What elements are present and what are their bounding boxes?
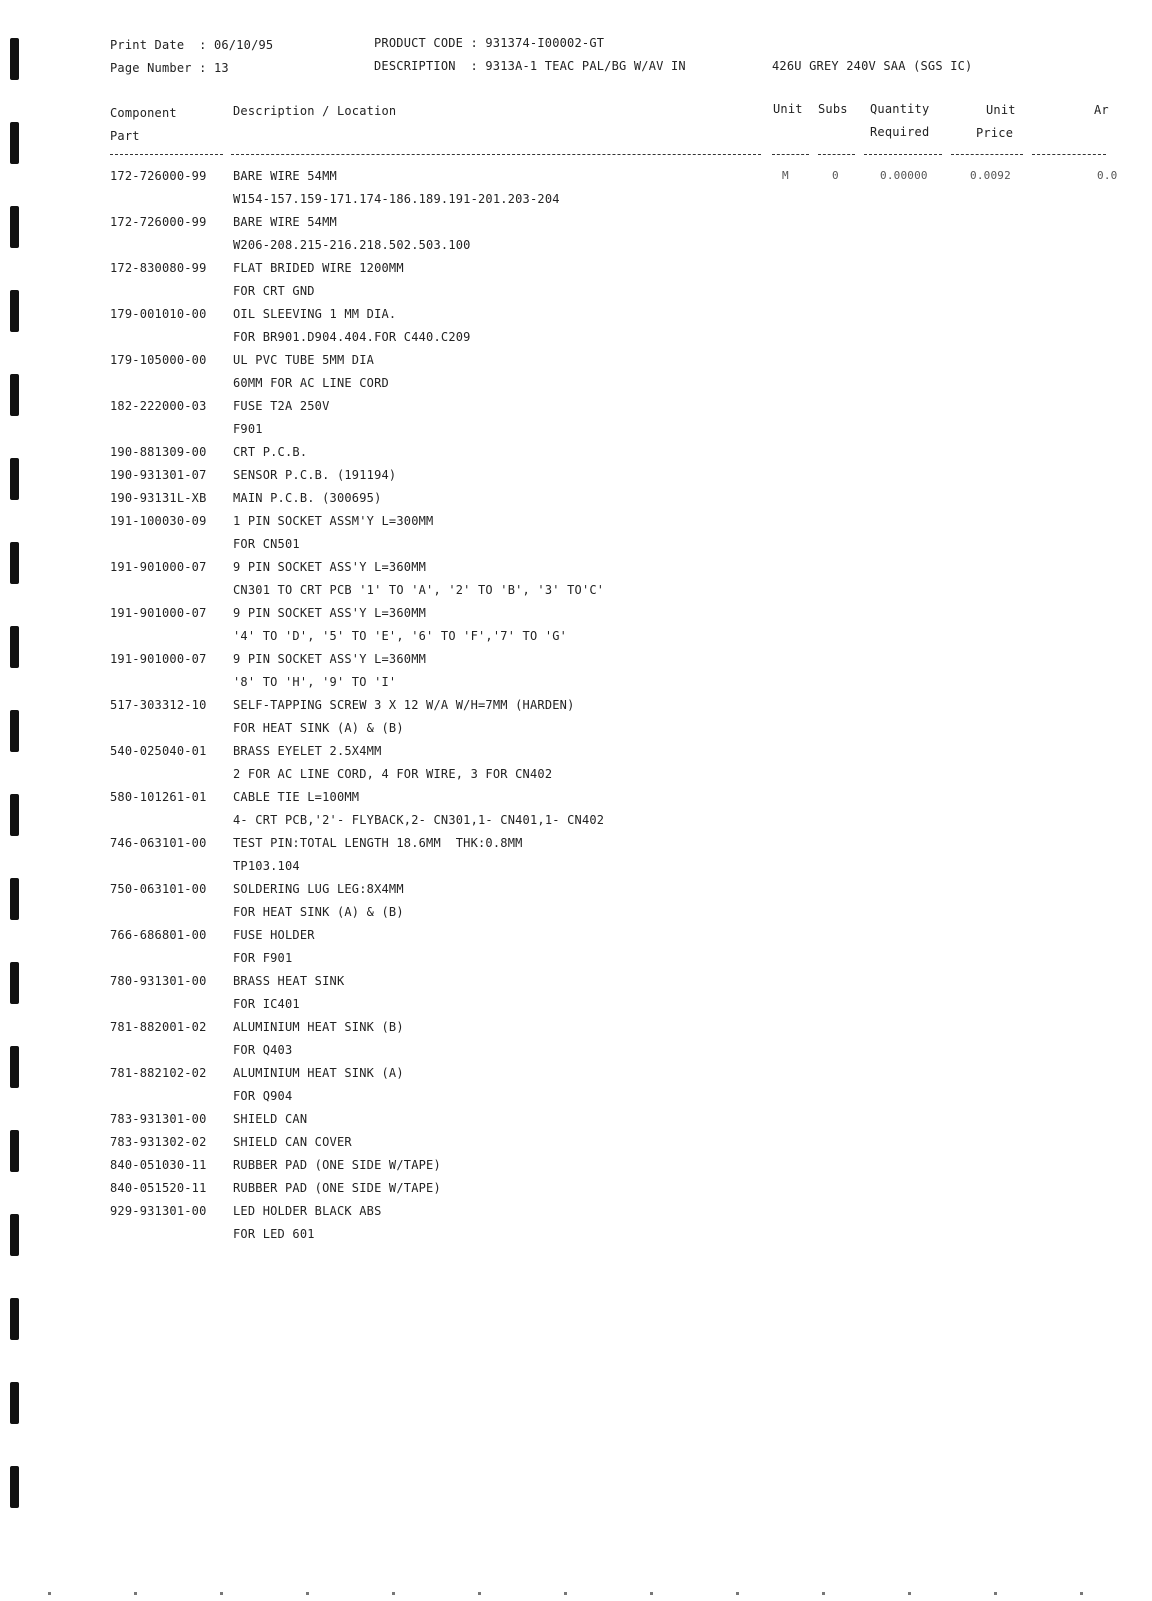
description-location: FOR Q403 [233, 1043, 293, 1057]
unit-price-cell: 0.0092 [970, 169, 1011, 182]
table-row [110, 510, 1150, 533]
component-part-number: 783-931301-00 [110, 1112, 207, 1126]
table-row [110, 694, 1150, 717]
description-location: CRT P.C.B. [233, 445, 308, 459]
separator-part [110, 154, 223, 156]
description-location: FOR HEAT SINK (A) & (B) [233, 905, 404, 919]
column-header-unit-price: Unit [986, 103, 1016, 117]
component-part-number: 750-063101-00 [110, 882, 207, 896]
description-location: BRASS HEAT SINK [233, 974, 345, 988]
description-location: FOR IC401 [233, 997, 300, 1011]
description-location: UL PVC TUBE 5MM DIA [233, 353, 375, 367]
component-part-number: 172-726000-99 [110, 169, 207, 183]
perforation-dot [220, 1592, 223, 1595]
description-location: 9 PIN SOCKET ASS'Y L=360MM [233, 560, 427, 574]
description-location: BARE WIRE 54MM [233, 169, 337, 183]
parts-list [110, 165, 1150, 1246]
description-location: FOR F901 [233, 951, 293, 965]
component-part-number: 172-830080-99 [110, 261, 207, 275]
table-row [110, 1108, 1150, 1131]
description-location: SELF-TAPPING SCREW 3 X 12 W/A W/H=7MM (HARDEN) [233, 698, 575, 712]
component-part-number: 766-686801-00 [110, 928, 207, 942]
table-row [110, 901, 1150, 924]
description-location: '4' TO 'D', '5' TO 'E', '6' TO 'F','7' TO 'G' [233, 629, 568, 643]
table-row [110, 809, 1150, 832]
description-location: FOR CN501 [233, 537, 300, 551]
table-row [110, 1154, 1150, 1177]
table-row [110, 970, 1150, 993]
description-extension: 426U GREY 240V SAA (SGS IC) [772, 59, 973, 73]
table-row [110, 441, 1150, 464]
product-code: 931374-I00002-GT [485, 36, 605, 50]
table-row [110, 1085, 1150, 1108]
table-row [110, 924, 1150, 947]
table-row [110, 602, 1150, 625]
column-header-subs: Subs [818, 102, 848, 116]
table-row [110, 855, 1150, 878]
page-number-line [110, 61, 229, 75]
punch-mark [10, 374, 19, 416]
table-row [110, 395, 1150, 418]
column-header-unit: Unit [773, 102, 803, 116]
table-row [110, 832, 1150, 855]
perforation-dot [478, 1592, 481, 1595]
punch-mark [10, 1214, 19, 1256]
table-row [110, 625, 1150, 648]
punch-mark [10, 710, 19, 752]
column-header-price: Price [976, 126, 1014, 140]
description-location: 1 PIN SOCKET ASSM'Y L=300MM [233, 514, 434, 528]
perforation-dot [736, 1592, 739, 1595]
component-part-number: 190-931301-07 [110, 468, 207, 482]
perforation-dot [392, 1592, 395, 1595]
component-part-number: 540-025040-01 [110, 744, 207, 758]
page-number: 13 [213, 61, 229, 75]
description-location: FUSE HOLDER [233, 928, 315, 942]
column-header-description: Description / Location [233, 104, 397, 118]
punch-mark [10, 206, 19, 248]
component-part-number: 191-901000-07 [110, 560, 207, 574]
separator-description [231, 154, 761, 156]
component-part-number: 517-303312-10 [110, 698, 207, 712]
description-label: DESCRIPTION : [374, 59, 486, 73]
separator-amount [1032, 154, 1106, 156]
description-location: FOR CRT GND [233, 284, 315, 298]
table-row [110, 1062, 1150, 1085]
punch-mark [10, 542, 19, 584]
table-row [110, 533, 1150, 556]
table-row [110, 487, 1150, 510]
component-part-number: 191-901000-07 [110, 652, 207, 666]
description-location: 9 PIN SOCKET ASS'Y L=360MM [233, 606, 427, 620]
perforation-dot [822, 1592, 825, 1595]
punch-mark [10, 290, 19, 332]
column-header-quantity: Quantity [870, 102, 930, 116]
table-row [110, 326, 1150, 349]
table-row [110, 556, 1150, 579]
subs-cell: 0 [832, 169, 839, 182]
description-location: W206-208.215-216.218.502.503.100 [233, 238, 471, 252]
component-part-number: 172-726000-99 [110, 215, 207, 229]
description-location: RUBBER PAD (ONE SIDE W/TAPE) [233, 1158, 441, 1172]
column-header-required: Required [870, 125, 930, 139]
description-value: 9313A-1 TEAC PAL/BG W/AV IN [485, 59, 686, 73]
print-date-line [110, 38, 273, 52]
table-row [110, 878, 1150, 901]
description-location: BARE WIRE 54MM [233, 215, 337, 229]
description-location: RUBBER PAD (ONE SIDE W/TAPE) [233, 1181, 441, 1195]
table-row [110, 763, 1150, 786]
table-row [110, 188, 1150, 211]
description-location: FLAT BRIDED WIRE 1200MM [233, 261, 404, 275]
description-location: ALUMINIUM HEAT SINK (B) [233, 1020, 404, 1034]
punch-mark [10, 962, 19, 1004]
perforation-dot [134, 1592, 137, 1595]
description-location: FOR LED 601 [233, 1227, 315, 1241]
table-row [110, 418, 1150, 441]
description-location: '8' TO 'H', '9' TO 'I' [233, 675, 397, 689]
component-part-number: 182-222000-03 [110, 399, 207, 413]
separator-quantity [864, 154, 942, 156]
description-location: BRASS EYELET 2.5X4MM [233, 744, 382, 758]
separator-subs [818, 154, 855, 156]
component-part-number: 840-051030-11 [110, 1158, 207, 1172]
punch-mark [10, 1382, 19, 1424]
description-location: 2 FOR AC LINE CORD, 4 FOR WIRE, 3 FOR CN402 [233, 767, 553, 781]
column-header-component: Component [110, 106, 177, 120]
table-row [110, 1131, 1150, 1154]
perforation-dot [306, 1592, 309, 1595]
page-number-label: Page Number : [110, 61, 214, 75]
component-part-number: 191-901000-07 [110, 606, 207, 620]
table-row [110, 165, 1150, 188]
separator-unit [772, 154, 809, 156]
unit-cell: M [782, 169, 789, 182]
component-part-number: 840-051520-11 [110, 1181, 207, 1195]
description-location: OIL SLEEVING 1 MM DIA. [233, 307, 397, 321]
description-location: F901 [233, 422, 263, 436]
punch-mark [10, 1046, 19, 1088]
quantity-cell: 0.00000 [880, 169, 928, 182]
component-part-number: 781-882102-02 [110, 1066, 207, 1080]
punch-mark [10, 878, 19, 920]
product-code-label: PRODUCT CODE : [374, 36, 486, 50]
table-row [110, 1016, 1150, 1039]
perforation-edge [0, 1592, 1152, 1596]
description-location: ALUMINIUM HEAT SINK (A) [233, 1066, 404, 1080]
table-row [110, 349, 1150, 372]
column-header-part: Part [110, 129, 140, 143]
table-row [110, 1039, 1150, 1062]
amount-cell: 0.0 [1097, 169, 1118, 182]
punch-mark [10, 794, 19, 836]
description-location: 60MM FOR AC LINE CORD [233, 376, 389, 390]
component-part-number: 780-931301-00 [110, 974, 207, 988]
description-location: TP103.104 [233, 859, 300, 873]
separator-price [951, 154, 1023, 156]
description-location: 9 PIN SOCKET ASS'Y L=360MM [233, 652, 427, 666]
description-location: SOLDERING LUG LEG:8X4MM [233, 882, 404, 896]
perforation-dot [908, 1592, 911, 1595]
component-part-number: 781-882001-02 [110, 1020, 207, 1034]
print-date-label: Print Date : [110, 38, 214, 52]
description-line [374, 59, 686, 73]
punch-mark [10, 1130, 19, 1172]
component-part-number: 746-063101-00 [110, 836, 207, 850]
table-row [110, 464, 1150, 487]
table-row [110, 1200, 1150, 1223]
description-location: CN301 TO CRT PCB '1' TO 'A', '2' TO 'B', '3' TO'C' [233, 583, 605, 597]
table-row [110, 211, 1150, 234]
table-row [110, 740, 1150, 763]
table-row [110, 1223, 1150, 1246]
perforation-dot [1080, 1592, 1083, 1595]
description-location: TEST PIN:TOTAL LENGTH 18.6MM THK:0.8MM [233, 836, 523, 850]
perforation-dot [48, 1592, 51, 1595]
component-part-number: 191-100030-09 [110, 514, 207, 528]
component-part-number: 179-105000-00 [110, 353, 207, 367]
product-code-line [374, 36, 604, 50]
punch-mark [10, 1466, 19, 1508]
punch-mark [10, 38, 19, 80]
table-row [110, 993, 1150, 1016]
table-row [110, 786, 1150, 809]
column-header-amount: Ar [1094, 103, 1109, 117]
table-row [110, 257, 1150, 280]
description-location: W154-157.159-171.174-186.189.191-201.203-204 [233, 192, 560, 206]
description-location: SENSOR P.C.B. (191194) [233, 468, 397, 482]
description-location: FUSE T2A 250V [233, 399, 330, 413]
component-part-number: 190-93131L-XB [110, 491, 207, 505]
description-location: 4- CRT PCB,'2'- FLYBACK,2- CN301,1- CN401,1- CN402 [233, 813, 605, 827]
table-row [110, 717, 1150, 740]
table-row [110, 648, 1150, 671]
table-row [110, 372, 1150, 395]
table-row [110, 280, 1150, 303]
description-location: SHIELD CAN COVER [233, 1135, 352, 1149]
component-part-number: 580-101261-01 [110, 790, 207, 804]
description-location: CABLE TIE L=100MM [233, 790, 360, 804]
description-location: SHIELD CAN [233, 1112, 308, 1126]
component-part-number: 783-931302-02 [110, 1135, 207, 1149]
component-part-number: 929-931301-00 [110, 1204, 207, 1218]
table-row [110, 303, 1150, 326]
perforation-dot [994, 1592, 997, 1595]
table-row [110, 1177, 1150, 1200]
punch-mark [10, 458, 19, 500]
print-date: 06/10/95 [213, 38, 274, 52]
perforation-dot [564, 1592, 567, 1595]
table-row [110, 234, 1150, 257]
component-part-number: 179-001010-00 [110, 307, 207, 321]
punch-mark [10, 626, 19, 668]
table-row [110, 671, 1150, 694]
table-row [110, 947, 1150, 970]
punch-mark [10, 122, 19, 164]
description-location: LED HOLDER BLACK ABS [233, 1204, 382, 1218]
description-location: FOR Q904 [233, 1089, 293, 1103]
description-location: FOR HEAT SINK (A) & (B) [233, 721, 404, 735]
table-row [110, 579, 1150, 602]
description-location: FOR BR901.D904.404.FOR C440.C209 [233, 330, 471, 344]
component-part-number: 190-881309-00 [110, 445, 207, 459]
perforation-dot [650, 1592, 653, 1595]
punch-mark [10, 1298, 19, 1340]
description-location: MAIN P.C.B. (300695) [233, 491, 382, 505]
